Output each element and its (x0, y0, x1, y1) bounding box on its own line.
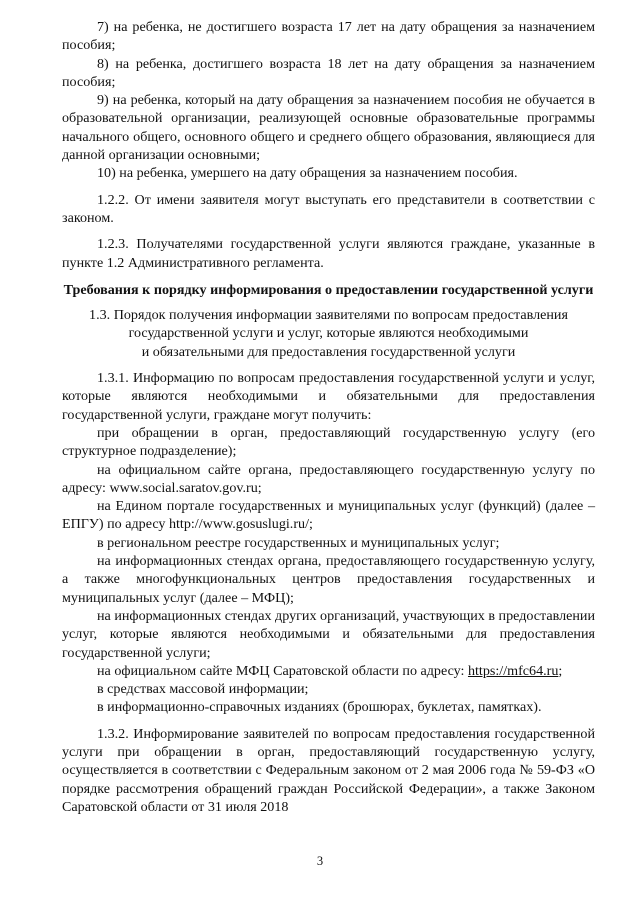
subsection-heading-line: 1.3. Порядок получения информации заявителями по вопросам предоставления (89, 307, 568, 324)
subsection-heading-line: государственной услуги и услуг, которые являются необходимыми (128, 325, 529, 342)
paragraph-item-10: 10) на ребенка, умершего на дату обращения за назначением пособия. (97, 165, 518, 182)
paragraph-1-3-1: 1.3.1. Информацию по вопросам предоставления государственной услуги и услуг, которые являются необходимыми и обязательными для предоставления государственной услуги, граждане могут получить: (62, 370, 595, 423)
list-item: на информационных стендах других организаций, участвующих в предоставлении услуг, которые являются необходимыми и обязательными для предоставления государственной услуги; (62, 607, 595, 661)
list-item-mfc (62, 662, 595, 680)
mfc-website-link[interactable]: https://mfc64.ru (467, 662, 559, 679)
subsection-heading (62, 306, 595, 361)
paragraph-item-8: 8) на ребенка, достигшего возраста 18 лет на дату обращения за назначением пособия; (62, 55, 595, 90)
list-item: в информационно-справочных изданиях (брошюрах, буклетах, памятках). (97, 699, 542, 716)
list-item: при обращении в орган, предоставляющий государственную услугу (его структурное подразделение); (62, 424, 595, 460)
paragraph-1-2-3: 1.2.3. Получателями государственной услуги являются граждане, указанные в пункте 1.2 Административного регламента. (62, 236, 595, 271)
list-item: на информационных стендах органа, предоставляющего государственную услугу, а также многофункциональных центров предоставления государственных и муниципальных услуг (далее – МФЦ); (62, 553, 595, 606)
mfc-item-text: на официальном сайте МФЦ Саратовской области по адресу: (97, 662, 465, 679)
list-item: на официальном сайте органа, предоставляющего государственную услугу по адресу: www.social.saratov.gov.ru; (62, 461, 595, 496)
paragraph-item-9: 9) на ребенка, который на дату обращения за назначением пособия не обучается в образовательной организации, реализующей основные образовательные программы начального общего, основного общего и среднего общего образования, являющиеся для данной организации основными; (62, 92, 595, 164)
subsection-heading-line: и обязательными для предоставления государственной услуги (141, 343, 516, 360)
list-item: на Едином портале государственных и муниципальных услуг (функций) (далее – ЕПГУ) по адресу http://www.gosuslugi.ru/; (62, 498, 595, 533)
section-heading: Требования к порядку информирования о предоставлении государственной услуги (63, 281, 594, 298)
page-number: 3 (316, 854, 324, 868)
paragraph-1-3-2: 1.3.2. Информирование заявителей по вопросам предоставления государственной услуги при обращении в орган, предоставляющий государственную услугу, осуществляется в соответствии с Федеральным законом от 2 мая 2006 года № 59-ФЗ «О порядке рассмотрения обращений граждан Российской Федерации», а также Законом Саратовской области от 31 июля 2018 (62, 725, 595, 815)
paragraph-1-2-2: 1.2.2. От имени заявителя могут выступать его представители в соответствии с законом. (62, 191, 595, 226)
list-item: в средствах массовой информации; (97, 681, 309, 698)
list-item: в региональном реестре государственных и муниципальных услуг; (97, 534, 500, 551)
document-body (62, 18, 595, 816)
mfc-item-suffix: ; (558, 662, 563, 679)
paragraph-item-7: 7) на ребенка, не достигшего возраста 17 лет на дату обращения за назначением пособия; (62, 19, 595, 54)
